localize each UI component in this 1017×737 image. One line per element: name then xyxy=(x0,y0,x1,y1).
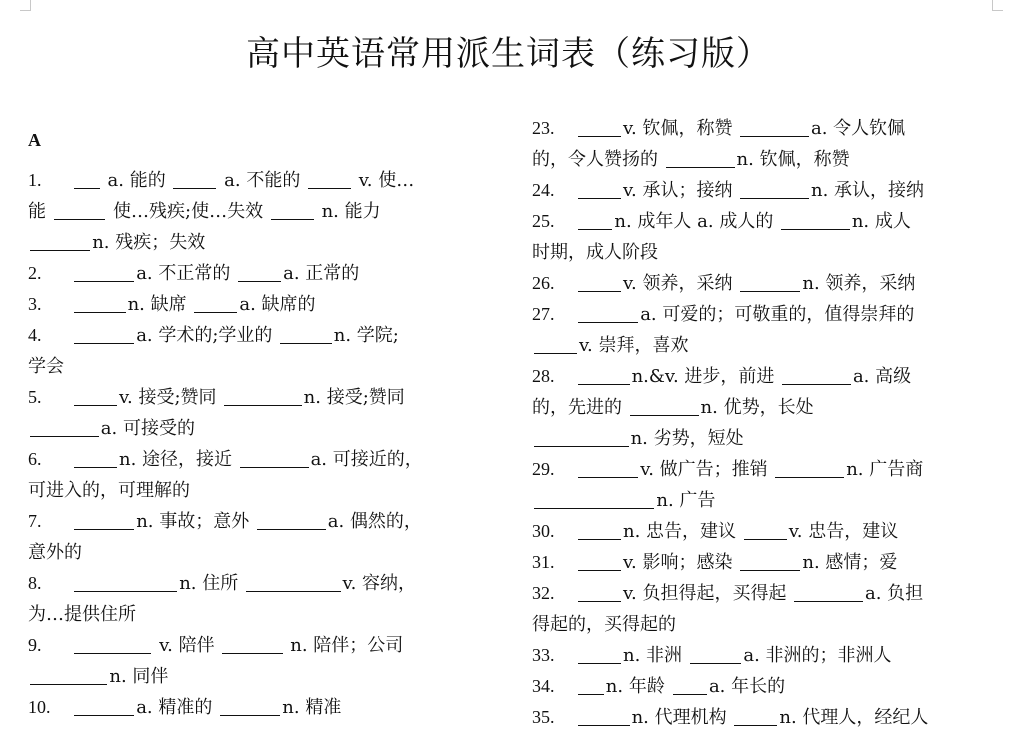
answer-blank[interactable] xyxy=(578,364,630,385)
entry-line xyxy=(532,237,992,268)
left-column xyxy=(28,165,490,723)
vocab-entry xyxy=(532,268,992,299)
entry-number: 28. xyxy=(532,366,555,386)
answer-blank[interactable] xyxy=(578,550,621,571)
entry-text: 为…提供住所 xyxy=(28,604,136,625)
vocab-entry xyxy=(532,361,992,454)
entry-line xyxy=(28,227,490,258)
entry-text: n. 成人 xyxy=(851,211,911,232)
entry-text: n. 广告商 xyxy=(846,459,924,480)
page-corner-mark xyxy=(992,0,1003,11)
entry-text: a. 年长的 xyxy=(708,676,786,697)
answer-blank[interactable] xyxy=(74,571,177,592)
vocab-entry xyxy=(532,671,992,702)
answer-blank[interactable] xyxy=(74,292,126,313)
entry-number: 30. xyxy=(532,521,555,541)
entry-line xyxy=(72,692,490,723)
answer-blank[interactable] xyxy=(734,705,777,726)
entry-text: v. 做广告；推销 xyxy=(640,459,774,480)
entry-line xyxy=(576,547,992,578)
entry-text: n. 感情；爱 xyxy=(802,552,898,573)
entry-number: 24. xyxy=(532,180,555,200)
entry-text: n. 事故；意外 xyxy=(136,511,255,532)
entry-text: a. 学术的;学业的 xyxy=(136,325,279,346)
entry-number: 29. xyxy=(532,459,555,479)
entry-text: a. 可接近的， xyxy=(310,449,423,470)
entry-text: a. 正常的 xyxy=(283,263,360,284)
answer-blank[interactable] xyxy=(280,323,332,344)
entry-line xyxy=(576,113,992,144)
entry-number: 33. xyxy=(532,645,555,665)
answer-blank[interactable] xyxy=(673,674,707,695)
entry-text: 可进入的，可理解的 xyxy=(28,480,190,501)
entry-line xyxy=(72,506,490,537)
entry-line xyxy=(28,661,490,692)
vocab-entry xyxy=(28,382,490,444)
entry-text: n. 陪伴；公司 xyxy=(284,635,404,656)
entry-text: n. 代理人，经纪人 xyxy=(779,707,929,728)
entry-text: v. 陪伴 xyxy=(153,635,221,656)
answer-blank[interactable] xyxy=(74,695,134,716)
vocab-entry xyxy=(28,444,490,506)
answer-blank[interactable] xyxy=(220,695,280,716)
entry-text: a. 不能的 xyxy=(218,170,307,191)
entry-text: v. 忠告，建议 xyxy=(788,521,899,542)
answer-blank[interactable] xyxy=(744,519,787,540)
vocab-entry xyxy=(28,165,490,258)
entry-line xyxy=(576,578,992,609)
answer-blank[interactable] xyxy=(74,509,134,530)
answer-blank[interactable] xyxy=(578,705,630,726)
entry-line xyxy=(532,392,992,423)
vocab-entry xyxy=(532,702,992,733)
answer-blank[interactable] xyxy=(534,426,629,447)
answer-blank[interactable] xyxy=(630,395,699,416)
answer-blank[interactable] xyxy=(30,664,107,685)
entry-line xyxy=(576,671,992,702)
entry-text: a. 非洲的；非洲人 xyxy=(743,645,892,666)
entry-text: n. 住所 xyxy=(179,573,244,594)
entry-text: v. 承认；接纳 xyxy=(623,180,739,201)
entry-text: n. 领养，采纳 xyxy=(802,273,916,294)
entry-text: n. 途径，接近 xyxy=(119,449,238,470)
page-title: 高中英语常用派生词表（练习版） xyxy=(246,34,771,74)
entry-text: n. 代理机构 xyxy=(631,707,733,728)
entry-text: n. 成年人 a. 成人的 xyxy=(614,211,780,232)
entry-line xyxy=(576,361,992,392)
page-corner-mark xyxy=(20,0,31,11)
vocab-entry xyxy=(532,640,992,671)
answer-blank[interactable] xyxy=(74,261,134,282)
vocab-entry xyxy=(28,568,490,630)
entry-text: n. 学院; xyxy=(333,325,399,346)
entry-text: 的，令人赞扬的 xyxy=(532,149,664,170)
answer-blank[interactable] xyxy=(578,457,638,478)
answer-blank[interactable] xyxy=(74,447,117,468)
entry-text: a. 能的 xyxy=(101,170,172,191)
entry-number: 5. xyxy=(28,387,42,407)
entry-line xyxy=(72,289,490,320)
entry-text: v. 崇拜，喜欢 xyxy=(579,335,689,356)
entry-line xyxy=(576,268,992,299)
entry-text: a. 负担 xyxy=(865,583,924,604)
answer-blank[interactable] xyxy=(74,633,151,654)
vocab-entry xyxy=(532,113,992,175)
answer-blank[interactable] xyxy=(740,271,800,292)
entry-line xyxy=(72,568,490,599)
answer-blank[interactable] xyxy=(194,292,237,313)
entry-number: 35. xyxy=(532,707,555,727)
entry-line xyxy=(576,299,992,330)
answer-blank[interactable] xyxy=(740,178,809,199)
entry-line xyxy=(72,630,490,661)
entry-number: 1. xyxy=(28,170,42,190)
entry-number: 9. xyxy=(28,635,42,655)
answer-blank[interactable] xyxy=(578,271,621,292)
answer-blank[interactable] xyxy=(578,674,604,695)
entry-number: 6. xyxy=(28,449,42,469)
entry-number: 23. xyxy=(532,118,555,138)
answer-blank[interactable] xyxy=(271,199,314,220)
entry-text: n. 年龄 xyxy=(605,676,671,697)
entry-number: 32. xyxy=(532,583,555,603)
vocab-entry xyxy=(532,578,992,640)
entry-number: 26. xyxy=(532,273,555,293)
answer-blank[interactable] xyxy=(690,643,742,664)
entry-number: 7. xyxy=(28,511,42,531)
answer-blank[interactable] xyxy=(257,509,326,530)
answer-blank[interactable] xyxy=(578,209,612,230)
entry-text: 时期，成人阶段 xyxy=(532,242,658,263)
answer-blank[interactable] xyxy=(534,488,654,509)
entry-text: a. 高级 xyxy=(852,366,912,387)
entry-line xyxy=(28,475,490,506)
entry-text: n. 劣势，短处 xyxy=(630,428,744,449)
entry-number: 10. xyxy=(28,697,51,717)
vocab-entry xyxy=(532,175,992,206)
answer-blank[interactable] xyxy=(238,261,281,282)
entry-line xyxy=(576,702,992,733)
vocab-entry xyxy=(28,289,490,320)
entry-line xyxy=(576,640,992,671)
answer-blank[interactable] xyxy=(224,385,301,406)
vocab-entry xyxy=(28,692,490,723)
vocab-entry xyxy=(532,299,992,361)
answer-blank[interactable] xyxy=(666,147,735,168)
entry-text: n. 忠告，建议 xyxy=(623,521,742,542)
vocab-entry xyxy=(28,630,490,692)
entry-line xyxy=(72,320,490,351)
entry-text: n. 缺席 xyxy=(127,294,193,315)
right-column xyxy=(532,113,992,733)
vocab-entry xyxy=(28,506,490,568)
answer-blank[interactable] xyxy=(74,385,117,406)
entry-number: 27. xyxy=(532,304,555,324)
entry-line xyxy=(72,258,490,289)
entry-line xyxy=(532,330,992,361)
entry-line xyxy=(532,144,992,175)
entry-number: 2. xyxy=(28,263,42,283)
entry-line xyxy=(28,537,490,568)
answer-blank[interactable] xyxy=(794,581,863,602)
entry-text: n. 接受;赞同 xyxy=(303,387,405,408)
vocab-entry xyxy=(532,454,992,516)
entry-text: v. 使… xyxy=(353,170,415,191)
answer-blank[interactable] xyxy=(173,168,216,189)
entry-number: 25. xyxy=(532,211,555,231)
entry-text: n. 同伴 xyxy=(109,666,169,687)
entry-text: v. 影响；感染 xyxy=(623,552,739,573)
answer-blank[interactable] xyxy=(534,333,577,354)
entry-line xyxy=(576,175,992,206)
entry-text: 意外的 xyxy=(28,542,82,563)
entry-text: v. 领养，采纳 xyxy=(623,273,739,294)
entry-text: n. 能力 xyxy=(315,201,381,222)
entry-text: v. 接受;赞同 xyxy=(119,387,223,408)
entry-line xyxy=(576,454,992,485)
vocab-entry xyxy=(28,258,490,289)
entry-text: n. 承认，接纳 xyxy=(811,180,925,201)
entry-text: v. 负担得起，买得起 xyxy=(623,583,793,604)
entry-text: n. 非洲 xyxy=(623,645,688,666)
vocab-entry xyxy=(28,320,490,382)
answer-blank[interactable] xyxy=(740,550,800,571)
answer-blank[interactable] xyxy=(74,168,100,189)
entry-text: a. 可接受的 xyxy=(100,418,195,439)
section-heading: A xyxy=(28,130,41,150)
entry-line xyxy=(28,196,490,227)
entry-text: a. 偶然的， xyxy=(327,511,422,532)
entry-text: 的，先进的 xyxy=(532,397,628,418)
entry-line xyxy=(532,485,992,516)
answer-blank[interactable] xyxy=(240,447,309,468)
answer-blank[interactable] xyxy=(781,209,850,230)
entry-line xyxy=(532,609,992,640)
entry-text: n. 钦佩，称赞 xyxy=(736,149,850,170)
answer-blank[interactable] xyxy=(54,199,106,220)
answer-blank[interactable] xyxy=(578,643,621,664)
entry-text: 使…残疾;使…失效 xyxy=(107,201,269,222)
answer-blank[interactable] xyxy=(246,571,341,592)
entry-line xyxy=(576,206,992,237)
entry-line xyxy=(28,599,490,630)
entry-text: n. 残疾；失效 xyxy=(92,232,206,253)
entry-line xyxy=(576,516,992,547)
entry-text: n.&v. 进步，前进 xyxy=(631,366,781,387)
entry-text: n. 优势，长处 xyxy=(700,397,814,418)
answer-blank[interactable] xyxy=(30,230,90,251)
entry-text: a. 可爱的；可敬重的，值得崇拜的 xyxy=(640,304,915,325)
entry-number: 4. xyxy=(28,325,42,345)
answer-blank[interactable] xyxy=(775,457,844,478)
vocab-entry xyxy=(532,547,992,578)
answer-blank[interactable] xyxy=(578,581,621,602)
entry-text: 学会 xyxy=(28,356,64,377)
entry-line xyxy=(28,413,490,444)
entry-text: v. 容纳， xyxy=(342,573,417,594)
entry-line xyxy=(28,351,490,382)
vocab-entry xyxy=(532,516,992,547)
entry-text: 能 xyxy=(28,201,52,222)
entry-text: a. 精准的 xyxy=(136,697,219,718)
answer-blank[interactable] xyxy=(782,364,851,385)
entry-text: v. 钦佩，称赞 xyxy=(623,118,739,139)
answer-blank[interactable] xyxy=(578,116,621,137)
answer-blank[interactable] xyxy=(740,116,809,137)
answer-blank[interactable] xyxy=(578,302,638,323)
entry-text: a. 不正常的 xyxy=(136,263,237,284)
entry-line xyxy=(72,165,490,196)
entry-number: 34. xyxy=(532,676,555,696)
entry-text: a. 缺席的 xyxy=(239,294,316,315)
entry-line xyxy=(72,382,490,413)
answer-blank[interactable] xyxy=(578,178,621,199)
entry-number: 3. xyxy=(28,294,42,314)
answer-blank[interactable] xyxy=(222,633,282,654)
entry-number: 8. xyxy=(28,573,42,593)
entry-line xyxy=(532,423,992,454)
vocab-entry xyxy=(532,206,992,268)
entry-line xyxy=(72,444,490,475)
entry-text: a. 令人钦佩 xyxy=(811,118,906,139)
answer-blank[interactable] xyxy=(578,519,621,540)
entry-text: n. 精准 xyxy=(282,697,342,718)
entry-text: n. 广告 xyxy=(656,490,716,511)
answer-blank[interactable] xyxy=(308,168,351,189)
answer-blank[interactable] xyxy=(30,416,99,437)
entry-number: 31. xyxy=(532,552,555,572)
answer-blank[interactable] xyxy=(74,323,134,344)
entry-text: 得起的，买得起的 xyxy=(532,614,676,635)
